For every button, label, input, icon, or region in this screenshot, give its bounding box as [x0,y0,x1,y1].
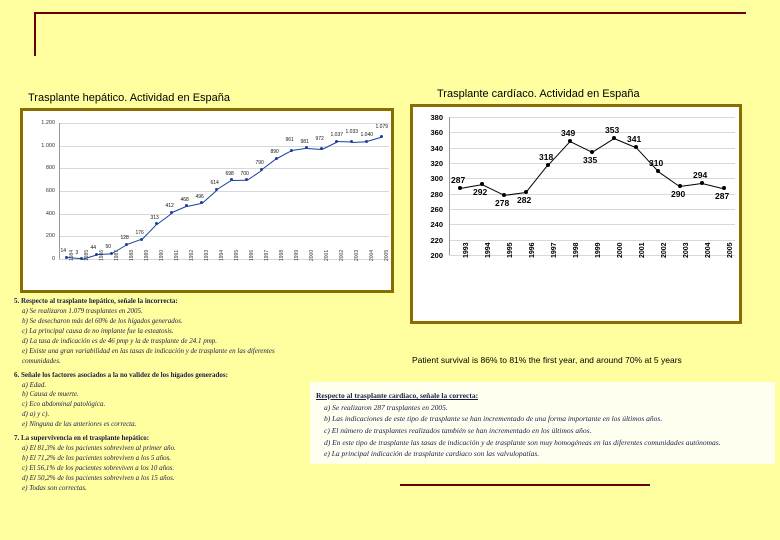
x-axis-tick-label: 1997 [263,249,270,261]
data-point [634,145,638,149]
q7-c: c) El 56,1% de los pacientes sobreviven a los 10 años. [22,464,175,472]
q7-b: b) El 71,2% de los pacientes sobreviven a los 5 años. [22,454,172,463]
x-axis-tick-label: 2000 [617,242,624,258]
data-point [290,149,293,152]
data-label: 14 [60,248,67,255]
data-label: 981 [300,138,309,145]
data-label: 341 [627,133,642,144]
data-label: 50 [105,244,112,251]
data-point [546,163,550,167]
x-axis-tick-label: 2001 [639,242,646,258]
data-label: 335 [583,154,598,165]
gridline [59,191,389,192]
y-axis-tick-label: 600 [45,188,55,194]
gridline [59,146,389,147]
q6-b: b) Causa de muerte. [22,390,79,399]
data-label: 700 [240,170,249,177]
y-axis-tick-label: 1.200 [41,120,55,126]
x-axis-tick-label: 2003 [353,249,360,261]
qr-head: Respecto al trasplante cardiaco, señale la correcta: [316,391,479,400]
data-point [125,243,128,246]
x-axis-tick-label: 1988 [128,249,135,261]
gridline [59,123,389,124]
questions-right [310,382,775,464]
data-point [95,253,98,256]
y-axis-tick-label: 300 [430,174,443,184]
x-axis-tick-label: 2005 [383,249,390,261]
x-axis-tick-label: 1999 [293,249,300,261]
x-axis-tick-label: 1991 [173,249,180,261]
data-point [155,222,158,225]
data-label: 1.040 [360,132,374,139]
data-label: 128 [120,235,129,242]
x-axis-tick-label: 1990 [158,249,165,261]
data-label: 353 [605,124,620,135]
gridline [59,168,389,169]
y-axis-tick-label: 0 [51,256,55,262]
x-axis-tick-label: 1993 [463,242,470,258]
x-axis-tick-label: 1984 [68,249,75,261]
cardiac-chart-title: Trasplante cardíaco. Actividad en España [437,88,640,100]
data-point [140,238,143,241]
q7-e: e) Todas son correctas. [22,483,87,492]
q7-d: d) El 50,2% de los pacientes sobreviven a los 15 años. [22,473,175,482]
y-axis-tick-label: 200 [430,251,443,260]
y-axis-tick-label: 260 [430,205,443,214]
q5-c: c) La principal causa de no implante fue la esteatosis. [22,326,174,335]
data-point [260,168,263,171]
x-axis-tick-label: 1992 [188,249,195,261]
data-label: 961 [285,137,294,144]
qr-a: a) Se realizaron 287 trasplantes en 2005. [324,402,448,412]
x-axis-tick-label: 1999 [595,242,602,258]
gridline [449,209,735,210]
data-label: 3 [75,249,79,256]
qr-e: e) La principal indicación de trasplante cardiaco son las valvulopatías. [324,449,540,459]
data-point [502,193,506,197]
gridline [449,148,735,149]
gridline [59,236,389,237]
data-label: 790 [255,160,264,167]
x-axis-tick-label: 1995 [233,249,240,261]
data-point [335,140,338,143]
data-label: 1.037 [330,132,344,139]
x-axis-tick-label: 1994 [485,242,492,258]
data-point [700,181,704,185]
q5-e: e) Existe una gran variabilidad en las tasas de indicación y de trasplante en las diferentes comunidades. [22,346,275,365]
data-point [458,186,462,190]
data-label: 176 [135,230,144,237]
y-axis-tick-label: 320 [430,159,443,168]
q5-head: 5. Respecto al trasplante hepático, señale la incorrecta: [14,297,178,305]
data-label: 890 [270,149,279,156]
data-point [656,169,660,173]
data-label: 287 [715,191,730,202]
data-point [568,139,572,143]
cardiac-chart [410,104,742,324]
data-point [110,252,113,255]
chart-line-segment [702,183,724,190]
gridline [449,224,735,225]
gridline [449,240,735,241]
x-axis-tick-label: 2004 [705,242,712,258]
data-point [215,188,218,191]
x-axis-tick-label: 1996 [529,242,536,258]
questions-left [14,297,304,494]
x-axis-tick-label: 1998 [278,249,285,261]
y-axis-tick-label: 360 [430,128,443,138]
x-axis-tick-label: 1997 [551,242,558,258]
x-axis-tick-label: 2001 [323,249,330,261]
q7-a: a) El 81,3% de los pacientes sobreviven al primer año. [22,444,176,453]
data-point [612,136,616,140]
data-label: 292 [473,187,488,198]
hepatic-chart-title: Trasplante hepático. Actividad en España [28,92,231,104]
q6-c: c) Eco abdominal patológica. [22,400,106,409]
data-point [678,184,682,188]
q5-a: a) Se realizaron 1.079 trasplantes en 2005. [22,306,143,315]
x-axis-tick-label: 2002 [661,242,668,258]
data-point [320,147,323,150]
chart-line-segment [680,183,702,187]
data-label: 313 [150,214,159,221]
data-label: 287 [451,175,466,186]
y-axis-tick-label: 380 [430,113,443,122]
qr-d: d) En este tipo de trasplante las tasas de indicación y de trasplante son muy homogéneas en las diferentes comunidades autónomas. [324,437,721,447]
y-axis-tick-label: 400 [45,210,55,217]
x-axis-tick-label: 1986 [98,249,105,261]
data-label: 1.033 [345,128,359,135]
x-axis-tick-label: 1993 [203,249,210,261]
data-point [200,201,203,204]
data-label: 44 [90,245,97,251]
q5-b: b) Se desecharon más del 60% de los hígados generados. [22,316,183,325]
x-axis-tick-label: 2004 [368,249,375,261]
data-label: 468 [180,196,189,203]
data-label: 496 [195,193,204,200]
qr-b: b) Las indicaciones de este tipo de trasplante se han incrementado de una forma importante en los últimos años. [324,414,663,424]
data-label: 310 [649,157,664,168]
q7-head: 7. La supervivencia en el trasplante hepático: [14,434,150,443]
header-top-rule [34,12,746,14]
data-label: 349 [561,127,576,138]
y-axis-tick-label: 200 [45,233,55,240]
x-axis-tick-label: 1989 [143,249,150,261]
data-point [65,256,68,259]
x-axis-tick-label: 1998 [573,242,580,258]
gridline [59,214,389,215]
data-label: 294 [693,169,708,180]
y-axis-tick-label: 800 [45,165,55,172]
y-axis-tick-label: 1.000 [41,142,55,149]
x-axis-tick-label: 1995 [507,242,514,258]
data-point [170,211,173,214]
data-label: 412 [165,203,174,210]
q6-d: d) a) y c). [22,410,50,419]
y-axis-tick-label: 240 [430,220,443,230]
data-point [722,186,726,190]
x-axis-tick-label: 1994 [218,249,225,261]
x-axis-tick-label: 1996 [248,249,255,261]
hepatic-chart [20,108,394,293]
q6-head: 6. Señale los factores asociados a la no validez de los hígados generados: [14,370,228,379]
y-axis-tick-label: 280 [430,189,443,199]
data-label: 318 [539,151,554,162]
x-axis-tick-label: 2003 [683,242,690,258]
y-axis-tick-label: 220 [430,235,443,245]
x-axis-tick-label: 2002 [338,249,345,261]
x-axis-tick-label: 2000 [308,249,315,261]
y-axis [449,117,450,255]
gridline [449,132,735,133]
q6-a: a) Edad. [22,380,47,389]
q6-e: e) Ninguna de las anteriores es correcta. [22,420,137,429]
data-label: 972 [315,135,324,142]
x-axis-tick-label: 2005 [727,242,734,258]
data-label: 614 [210,180,219,187]
data-label: 290 [671,189,686,199]
q5-d: d) La tasa de indicación es de 46 pmp y la de trasplante de 24.1 pmp. [22,336,218,345]
gridline [449,117,735,118]
survival-note: Patient survival is 86% to 81% the first year, and around 70% at 5 years [412,355,682,365]
gridline [449,194,735,195]
data-label: 278 [495,198,510,209]
chart-line-segment [592,138,615,153]
x-axis-tick-label: 1985 [83,249,90,261]
y-axis [59,123,60,259]
data-label: 1.079 [375,123,389,130]
x-axis-tick-label: 1987 [113,249,120,261]
data-point [590,150,594,154]
data-label: 282 [517,195,532,206]
header-left-rule [34,12,36,56]
footer-rule [400,484,650,486]
data-point [275,157,278,160]
qr-c: c) El número de trasplantes realizados también se han incrementado en los últimos años. [324,425,592,435]
data-point [380,135,383,138]
data-label: 698 [225,170,234,177]
y-axis-tick-label: 340 [430,143,443,153]
data-point [365,140,368,143]
